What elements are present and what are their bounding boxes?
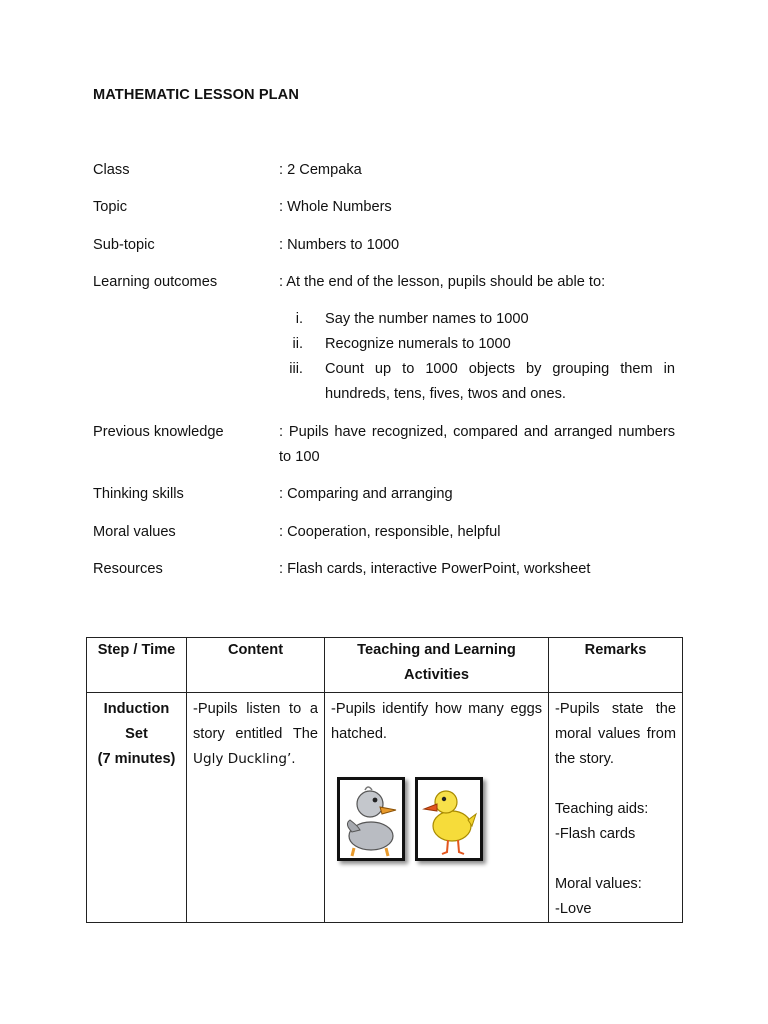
remarks-item: -Flash cards [555,826,636,842]
field-value: : At the end of the lesson, pupils should be able to: [279,274,606,290]
field-value: : Flash cards, interactive PowerPoint, worksheet [279,561,591,577]
header-remarks: Remarks [549,638,683,693]
content-text: -Pupils listen to a story entitled The [193,701,318,742]
field-label: Topic [93,199,128,215]
field-label: Thinking skills [93,486,184,502]
list-item-number: i. [295,311,303,327]
list-item-text: Say the number names to 1000 [325,311,529,327]
remarks-label: Teaching aids: [555,801,649,817]
header-activities: Teaching and Learning Activities [325,638,549,693]
header-content: Content [187,638,325,693]
field-label: Sub-topic [93,237,155,253]
cell-remarks [549,693,683,923]
flash-cards [337,777,542,861]
learning-outcomes-list [279,307,675,407]
step-line: Set [125,726,148,742]
field-label: Class [93,162,130,178]
grey-duckling-card [337,777,405,861]
list-item-number: iii. [289,361,303,377]
step-line: (7 minutes) [97,751,176,767]
list-item-number: ii. [292,336,303,352]
field-value: : Comparing and arranging [279,486,453,502]
field-value: : Cooperation, responsible, helpful [279,524,501,540]
grey-duckling-icon [340,780,402,858]
field-value: : 2 Cempaka [279,162,362,178]
lesson-activities-table [86,637,683,923]
cell-content [187,693,325,923]
list-item [279,307,675,332]
header-step-time: Step / Time [87,638,187,693]
remarks-text: -Pupils state the moral values from the story. [555,701,676,767]
step-line: Induction [103,701,170,717]
yellow-duckling-card [415,777,483,861]
table-row [87,693,683,923]
cell-step [87,693,187,923]
remarks-label: Moral values: [555,876,642,892]
field-label: Previous knowledge [93,424,224,440]
remarks-item: -Love [555,901,592,917]
document-title: MATHEMATIC LESSON PLAN [93,87,299,103]
cell-activities [325,693,549,923]
field-value: : Whole Numbers [279,199,392,215]
table-header-row [87,638,683,693]
list-item [279,357,675,407]
field-label: Moral values [93,524,176,540]
yellow-duckling-icon [418,780,480,858]
field-value: : Numbers to 1000 [279,237,400,253]
list-item-text: Count up to 1000 objects by grouping them in hundreds, tens, fives, twos and ones. [325,361,675,402]
list-item [279,332,675,357]
field-label: Learning outcomes [93,274,218,290]
list-item-text: Recognize numerals to 1000 [325,336,511,352]
activity-text: -Pupils identify how many eggs hatched. [331,701,542,742]
field-value: : Pupils have recognized, compared and arranged numbers to 100 [279,424,675,465]
field-label: Resources [93,561,163,577]
content-story-title: Ugly Duckling’. [193,751,296,767]
